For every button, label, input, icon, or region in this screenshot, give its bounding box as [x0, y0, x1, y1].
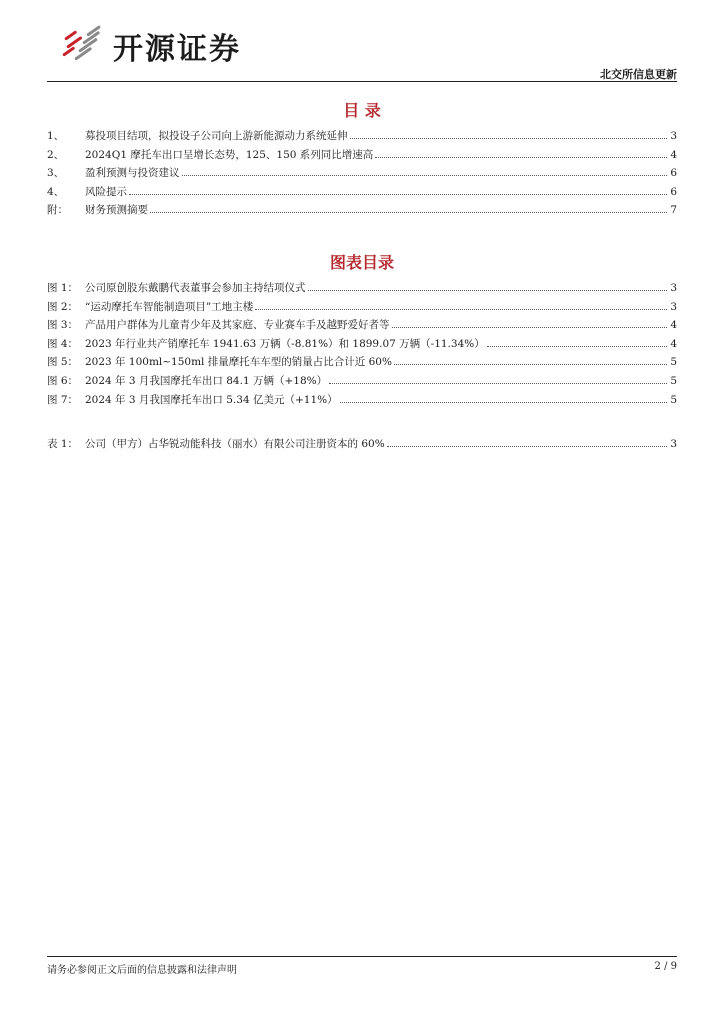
figure-item[interactable]: [47, 280, 677, 299]
toc-item-text: 风险提示: [85, 185, 127, 198]
contents-list: [47, 128, 677, 221]
tables-list: [47, 436, 677, 455]
figure-item-number: 图 7：: [47, 393, 79, 406]
toc-item-number: 1、: [47, 130, 65, 142]
leader-dots: [387, 446, 667, 447]
figure-item[interactable]: [47, 392, 677, 411]
figure-item-number: 图 4：: [47, 337, 79, 350]
toc-item-text: 2024Q1 摩托车出口呈增长态势，125、150 系列同比增速高: [85, 148, 374, 161]
page-number: 2 / 9: [654, 961, 677, 972]
toc-item-number: 2、: [47, 148, 65, 161]
leader-dots: [392, 327, 668, 328]
figure-item-number: 图 5：: [47, 356, 79, 369]
toc-item-text: 盈利预测与投资建议: [85, 167, 180, 180]
leader-dots: [375, 157, 667, 158]
leader-dots: [394, 364, 667, 365]
figure-item-text: 2023 年行业共产销摩托车 1941.63 万辆（-8.81%）和 1899.07 万辆（-11.34%）: [85, 337, 485, 350]
figure-item-number: 图 2：: [47, 300, 79, 313]
brand-name: 开源证券: [113, 32, 241, 67]
kaiyuan-logo-icon: [61, 20, 107, 66]
figure-item[interactable]: [47, 354, 677, 373]
figure-item-number: 图 1：: [47, 282, 79, 294]
leader-dots: [129, 194, 667, 195]
toc-item-number: 4、: [47, 185, 65, 198]
toc-item[interactable]: [47, 165, 677, 184]
table-item-number: 表 1：: [47, 438, 79, 450]
figure-item[interactable]: [47, 317, 677, 336]
leader-dots: [329, 383, 667, 384]
header-divider: [47, 81, 677, 82]
toc-item-text: 募投项目结项，拟投设子公司向上游新能源动力系统延伸: [85, 130, 348, 142]
leader-dots: [308, 290, 668, 291]
figure-item[interactable]: [47, 336, 677, 355]
leader-dots: [255, 309, 667, 310]
footer-divider: [47, 956, 677, 957]
toc-item-number: 附：: [47, 204, 68, 217]
figure-item-text: 公司原创股东戴鹏代表董事会参加主持结项仪式: [85, 282, 306, 294]
toc-item-number: 3、: [47, 167, 65, 180]
report-type: 北交所信息更新: [600, 68, 677, 81]
figure-item-page: 5: [670, 374, 677, 387]
toc-item[interactable]: [47, 147, 677, 166]
toc-item-page: 3: [670, 130, 677, 142]
figure-item-text: “运动摩托车智能制造项目”工地主楼: [85, 300, 254, 313]
figure-item-text: 2023 年 100ml~150ml 排量摩托车车型的销量占比合计近 60%: [85, 356, 392, 369]
toc-item[interactable]: [47, 202, 677, 221]
contents-title: 目 录: [343, 101, 381, 120]
figure-item-page: 4: [670, 337, 677, 350]
toc-item-page: 6: [670, 185, 677, 198]
table-item-text: 公司（甲方）占华锐动能科技（丽水）有限公司注册资本的 60%: [85, 438, 385, 450]
figure-item-number: 图 3：: [47, 319, 79, 332]
figure-item-page: 5: [670, 393, 677, 406]
table-item-page: 3: [670, 438, 677, 450]
table-item[interactable]: [47, 436, 677, 455]
figures-list: [47, 280, 677, 410]
toc-item[interactable]: [47, 184, 677, 203]
figure-item-text: 产品用户群体为儿童青少年及其家庭、专业赛车手及越野爱好者等: [85, 319, 390, 332]
figure-item[interactable]: [47, 373, 677, 392]
figures-title: 图表目录: [329, 253, 394, 272]
figure-item-text: 2024 年 3 月我国摩托车出口 5.34 亿美元（+11%）: [85, 393, 338, 406]
toc-item-page: 7: [670, 204, 677, 217]
leader-dots: [182, 175, 668, 176]
figure-item-page: 4: [670, 319, 677, 332]
toc-item[interactable]: [47, 128, 677, 147]
page-header: [47, 0, 677, 82]
figure-item[interactable]: [47, 299, 677, 318]
figure-item-page: 3: [670, 300, 677, 313]
leader-dots: [487, 346, 667, 347]
leader-dots: [340, 402, 667, 403]
figure-item-page: 5: [670, 356, 677, 369]
figure-item-page: 3: [670, 282, 677, 294]
leader-dots: [150, 212, 667, 213]
toc-item-page: 6: [670, 167, 677, 180]
figure-item-text: 2024 年 3 月我国摩托车出口 84.1 万辆（+18%）: [85, 374, 328, 387]
leader-dots: [350, 138, 668, 139]
figure-item-number: 图 6：: [47, 374, 79, 387]
toc-item-text: 财务预测摘要: [85, 204, 148, 217]
footer-disclaimer: 请务必参阅正文后面的信息披露和法律声明: [47, 965, 237, 976]
toc-item-page: 4: [670, 148, 677, 161]
